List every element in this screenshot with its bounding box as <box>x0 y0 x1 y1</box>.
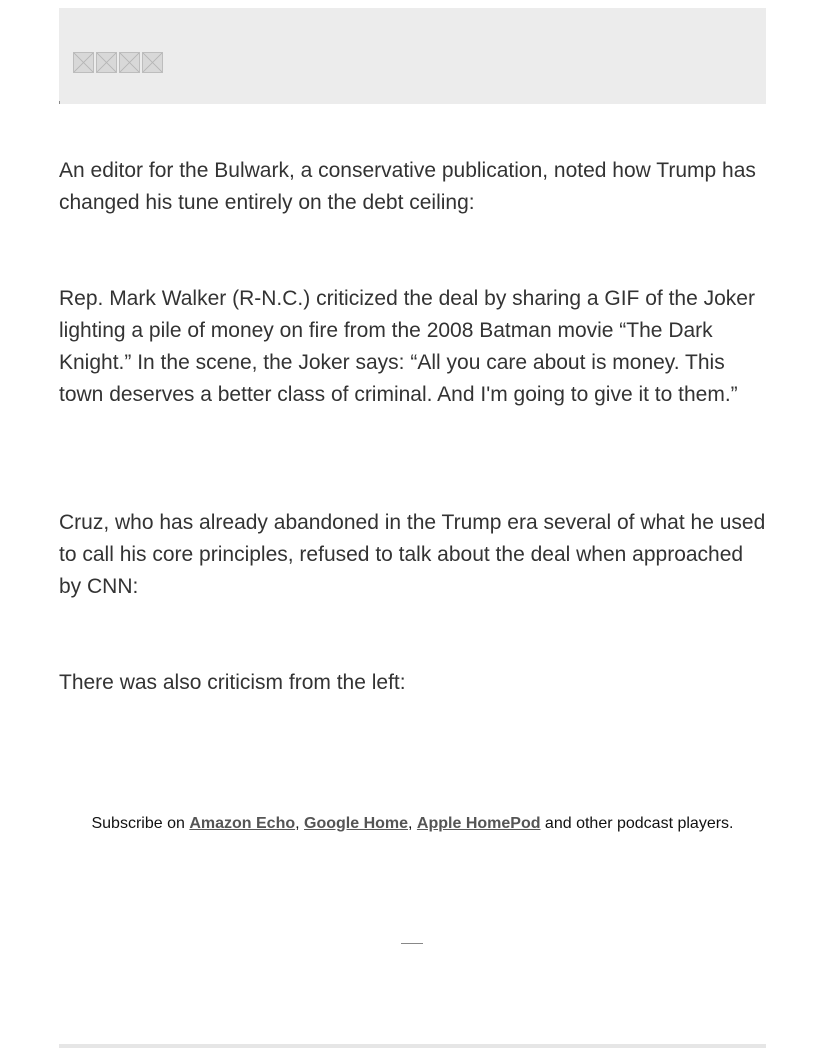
broken-image-icon <box>142 52 163 73</box>
broken-image-icon <box>73 52 94 73</box>
subscribe-separator: , <box>408 815 417 832</box>
section-divider <box>401 943 423 944</box>
footer-divider <box>59 1044 766 1048</box>
embed-corner-mark <box>59 101 60 104</box>
article-paragraph-cruz: Cruz, who has already abandoned in the Trump era several of what he used to call his core principles, refused to talk about the deal when approached by CNN: <box>59 511 766 598</box>
apple-homepod-link[interactable]: Apple HomePod <box>416 815 541 832</box>
embedded-media-placeholder <box>59 8 766 104</box>
subscribe-prefix: Subscribe on <box>91 815 190 832</box>
article-paragraph-bulwark: An editor for the Bulwark, a conservative publication, noted how Trump has changed his tune entirely on the debt ceiling: <box>59 159 756 214</box>
podcast-subscribe-line <box>59 808 766 839</box>
google-home-link[interactable]: Google Home <box>304 815 409 832</box>
article-paragraph-left-criticism: There was also criticism from the left: <box>59 671 406 694</box>
subscribe-separator: , <box>295 815 305 832</box>
broken-image-icon <box>119 52 140 73</box>
placeholder-icon-row <box>73 52 163 73</box>
article-paragraph-walker: Rep. Mark Walker (R-N.C.) criticized the deal by sharing a GIF of the Joker lighting a pile of money on fire from the 2008 Batman movie “The Dark Knight.” In the scene, the Joker says: “All you care about is money. This town deserves a better class of criminal. And I'm going to give it to them.” <box>59 287 755 406</box>
amazon-echo-link[interactable]: Amazon Echo <box>189 815 296 832</box>
broken-image-icon <box>96 52 117 73</box>
subscribe-suffix: and other podcast players. <box>540 815 734 832</box>
